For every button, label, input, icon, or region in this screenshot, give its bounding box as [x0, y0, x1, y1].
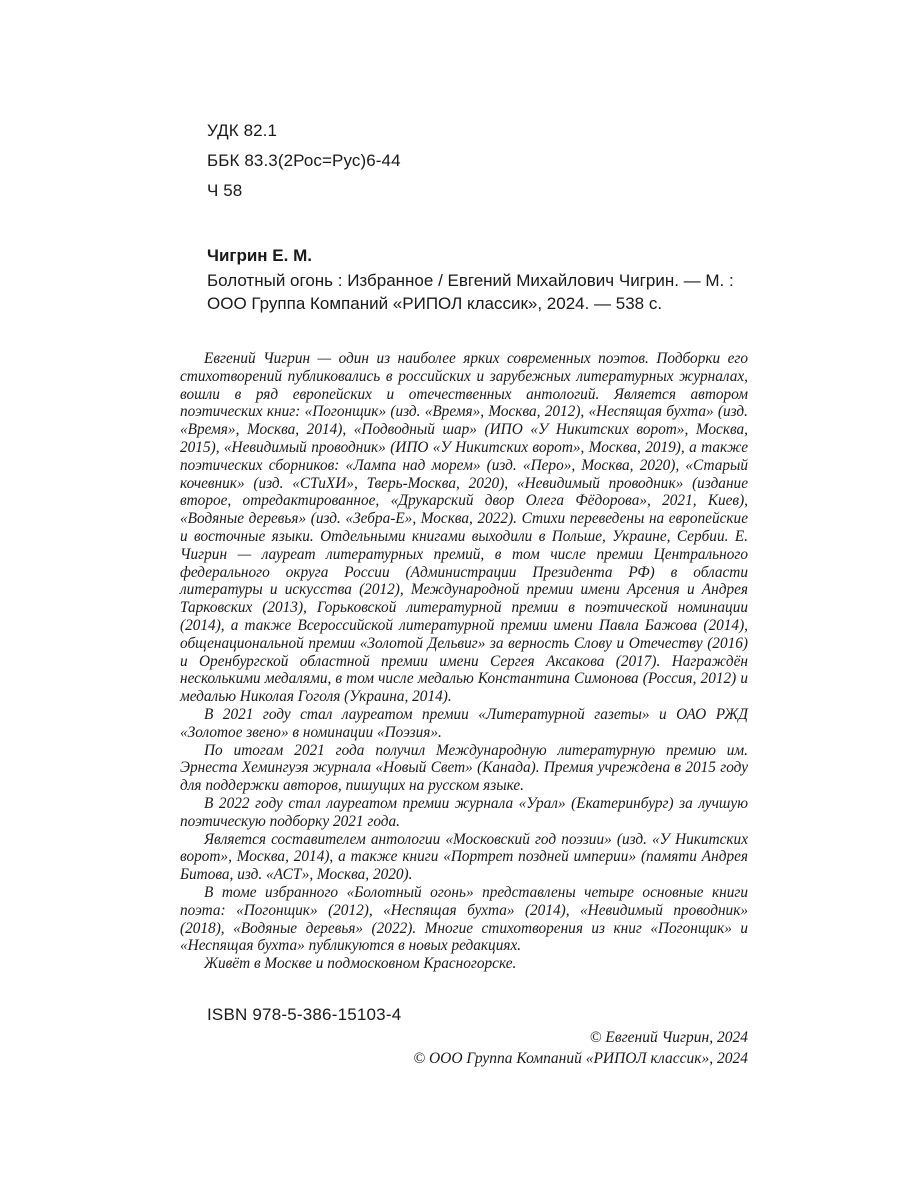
- abstract-paragraph: Живёт в Москве и подмосковном Красногорске.: [204, 955, 517, 973]
- bibliographic-description: Болотный огонь : Избранное / Евгений Михайлович Чигрин. — М. : ООО Группа Компаний «РИПОЛ классик», 2024. — 538 с.: [207, 271, 734, 313]
- isbn: ISBN 978-5-386-15103-4: [207, 1005, 402, 1024]
- copyright-notices: [413, 1027, 748, 1069]
- abstract: [180, 350, 748, 973]
- author-sign: Ч 58: [207, 181, 243, 200]
- abstract-paragraph: По итогам 2021 года получил Международную литературную премию им. Эрнеста Хемингуэя журнала «Новый Свет» (Канада). Премия учреждена в 2015 году для поддержки авторов, пишущих на русском языке.: [180, 741, 748, 795]
- abstract-paragraph: Евгений Чигрин — один из наиболее ярких современных поэтов. Подборки его стихотворений публиковались в российских и зарубежных литературных журналах, вошли в ряд европейских и отечественных антологий. Является автором поэтических книг: «Погонщик» (изд. «Время», Москва, 2012), «Неспящая бухта» (изд. «Время», Москва, 2014), «Подводный шар» (ИПО «У Никитских ворот», Москва, 2015), «Невидимый проводник» (ИПО «У Никитских ворот», Москва, 2019), а также поэтических сборников: «Лампа над морем» (изд. «Перо», Москва, 2020), «Старый кочевник» (изд. «СТиХИ», Тверь-Москва, 2020), «Невидимый проводник» (издание второе, отредактированное, «Друкарский двор Олега Фёдорова», 2021, Киев), «Водяные деревья» (изд. «Зебра-Е», Москва, 2022). Стихи переведены на европейские и восточные языки. Отдельными книгами выходили в Польше, Украине, Сербии. Е. Чигрин — лауреат литературных премий, в том числе премии Центрального федерального округа России (Администрации Президента РФ) в области литературы и искусства (2012), Международной премии имени Арсения и Андрея Тарковских (2013), Горьковской литературной премии в поэтической номинации (2014), а также Всероссийской литературной премии имени Павла Бажова (2014), общенациональной премии «Золотой Дельвиг» за верность Слову и Отечеству (2016) и Оренбургской областной премии имени Сергея Аксакова (2017). Награждён несколькими медалями, в том числе медалью Константина Симонова (Россия, 2012) и медалью Николая Гоголя (Украина, 2014).: [180, 350, 748, 706]
- abstract-paragraph: В томе избранного «Болотный огонь» представлены четыре основные книги поэта: «Погонщик» (2012), «Неспящая бухта» (2014), «Невидимый проводник» (2018), «Водяные деревья» (2022). Многие стихотворения из книг «Погонщик» и «Неспящая бухта» публикуются в новых редакциях.: [180, 883, 748, 955]
- abstract-paragraph: Является составителем антологии «Московский год поэзии» (изд. «У Никитских ворот», Москва, 2014), а также книги «Портрет поздней империи» (памяти Андрея Битова, изд. «АСТ», Москва, 2020).: [180, 830, 748, 884]
- bibliographic-record: [207, 244, 752, 315]
- copyright-publisher: © ООО Группа Компаний «РИПОЛ классик», 2024: [413, 1050, 748, 1067]
- classification-codes: [207, 116, 401, 206]
- bbk-code: ББК 83.3(2Рос=Рус)6-44: [207, 151, 401, 170]
- abstract-paragraph: В 2022 году стал лауреатом премии журнала «Урал» (Екатеринбург) за лучшую поэтическую подборку 2021 года.: [180, 794, 748, 830]
- copyright-author: © Евгений Чигрин, 2024: [589, 1029, 748, 1046]
- udk-code: УДК 82.1: [207, 121, 278, 140]
- abstract-paragraph: В 2021 году стал лауреатом премии «Литературной газеты» и ОАО РЖД «Золотое звено» в номинации «Поэзия».: [180, 705, 748, 741]
- author-heading: Чигрин Е. М.: [207, 246, 312, 265]
